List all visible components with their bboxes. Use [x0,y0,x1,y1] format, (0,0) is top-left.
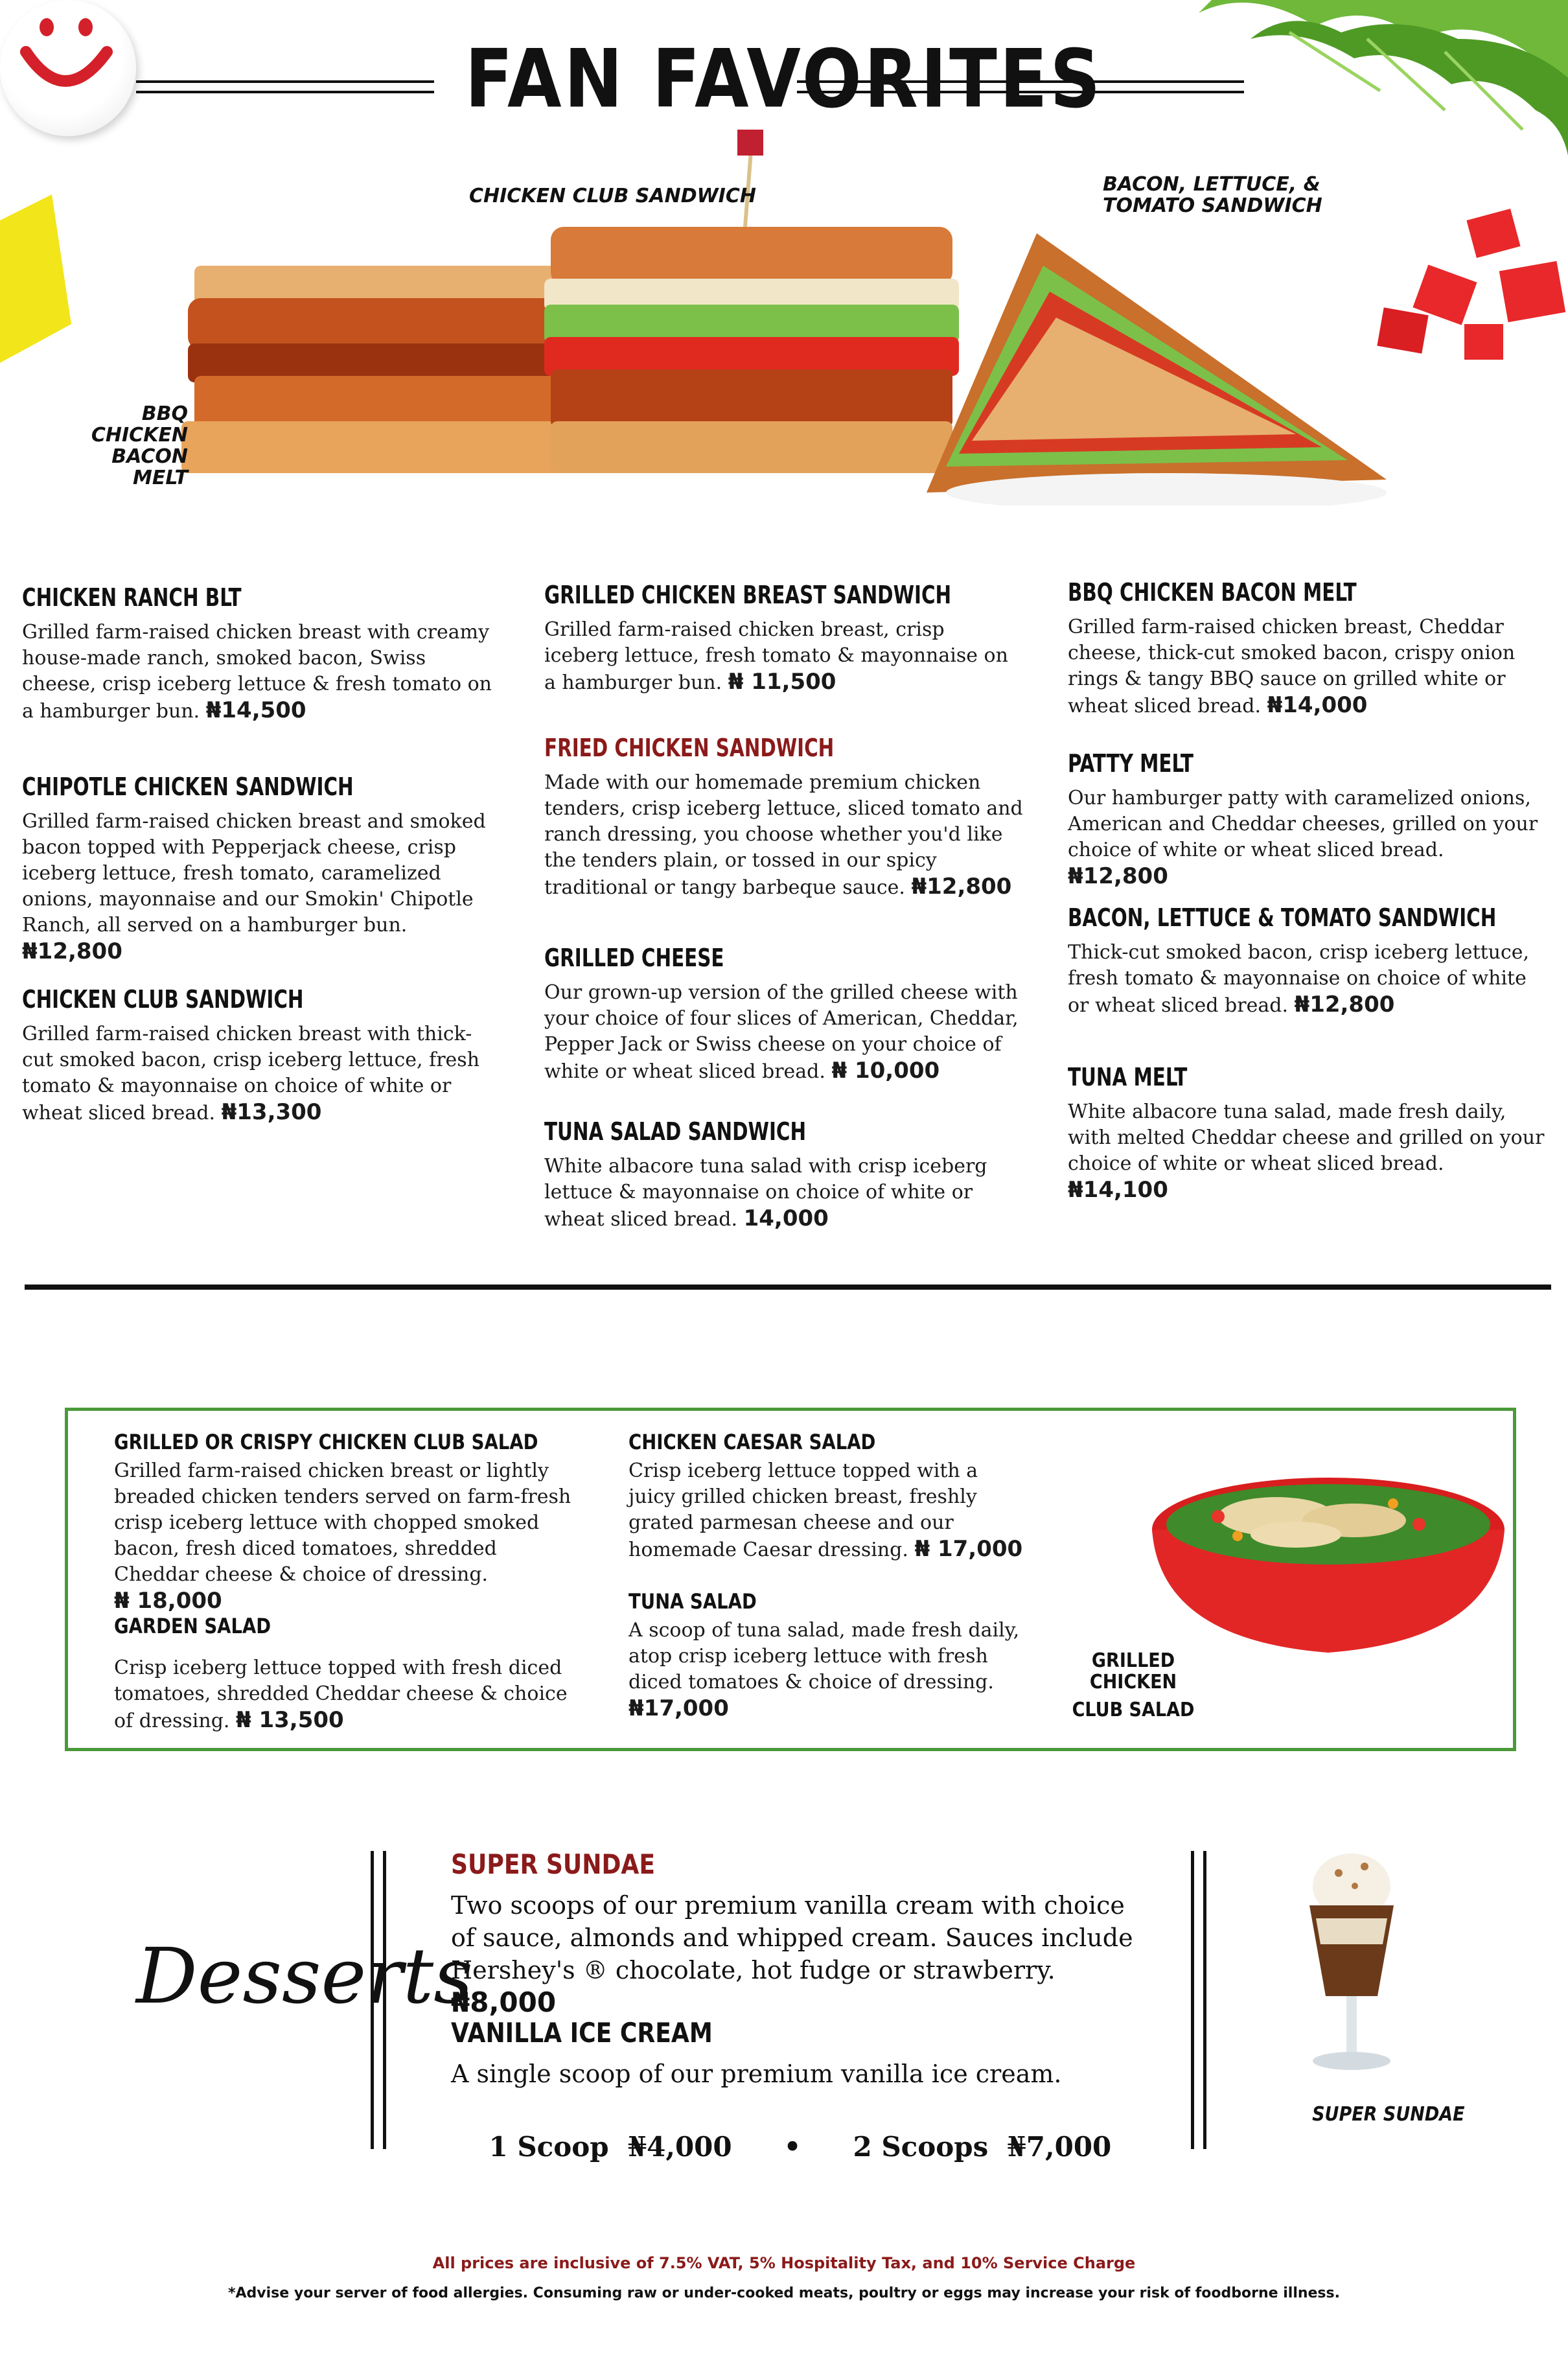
item-price: ₦14,100 [1068,1177,1168,1203]
desserts-heading: Desserts [136,1931,473,2021]
item-price: ₦ 10,000 [831,1058,940,1084]
photo-label-bbq-line1: BBQ CHICKEN [91,402,188,447]
salad-item [628,1430,1030,1563]
salad-description [628,1618,1030,1723]
dessert-item [451,1848,1144,2019]
item-description [22,1021,502,1126]
item-desc-text: White albacore tuna salad with crisp iceberg lettuce & mayonnaise on choice of white or wheat sliced bread. [544,1155,987,1231]
salad-desc-text: Crisp iceberg lettuce topped with fresh diced tomatoes, shredded Cheddar cheese & choice of dressing. [114,1657,568,1732]
photo-label-salad-line1: GRILLED CHICKEN [1089,1649,1177,1693]
item-description [22,620,502,725]
item-desc-text: White albacore tuna salad, made fresh daily, with melted Cheddar cheese and grilled on your choice of white or wheat sliced bread. [1068,1100,1545,1175]
item-price: 14,000 [743,1205,829,1231]
item-description [1068,785,1547,890]
menu-item [544,944,1024,1085]
salad-item [114,1614,581,1734]
item-name: BACON, LETTUCE & TOMATO SANDWICH [1068,903,1497,932]
item-name: GRILLED CHEESE [544,944,724,972]
option-two-scoops: 2 Scoops ₦7,000 [853,2131,1112,2163]
salad-desc-text: Crisp iceberg lettuce topped with a juicy grilled chicken breast, freshly grated parmesan cheese and our homemade Caesar dressing. [628,1459,978,1561]
salad-name: TUNA SALAD [628,1589,757,1614]
tax-note: All prices are inclusive of 7.5% VAT, 5% Hospitality Tax, and 10% Service Charge [432,2254,1136,2272]
item-name: FRIED CHICKEN SANDWICH [544,734,835,762]
item-description [544,617,1024,696]
salad-description [114,1458,581,1615]
section-divider [25,1285,1551,1290]
photo-label-blt [1103,174,1322,216]
salad-price: ₦17,000 [628,1695,729,1721]
item-name: TUNA MELT [1068,1063,1188,1091]
salad-item [628,1589,1030,1723]
item-price: ₦14,000 [1267,692,1368,718]
item-desc-text: Grilled farm-raised chicken breast, Cheddar cheese, thick-cut smoked bacon, crispy onion rings & tangy BBQ sauce on grilled white or wheat sliced bread. [1068,616,1516,717]
dessert-name: VANILLA ICE CREAM [451,2017,713,2049]
salad-name: GARDEN SALAD [114,1614,271,1638]
menu-item [1068,749,1547,890]
photo-label-salad [1061,1650,1206,1721]
photo-label-bbq [58,403,188,489]
menu-item [22,985,502,1126]
dessert-description: A single scoop of our premium vanilla ice cream. [451,2060,1062,2088]
menu-item [22,583,502,725]
dessert-bar-right [1191,1851,1206,2149]
item-desc-text: Grilled farm-raised chicken breast and smoked bacon topped with Pepperjack cheese, crisp iceberg lettuce, fresh tomato, caramelized onions, mayonnaise and our Smokin' Chipotle Ranch, all served on a hamburger bun. [22,810,486,936]
photo-label-bbq-line2: BACON MELT [111,445,188,489]
salad-price: ₦ 17,000 [914,1536,1023,1562]
cheese-decoration [0,194,71,363]
item-price: ₦12,800 [1068,863,1168,889]
photo-label-chicken-club: CHICKEN CLUB SANDWICH [469,185,756,207]
salad-price: ₦ 18,000 [114,1588,222,1614]
item-name: BBQ CHICKEN BACON MELT [1068,578,1357,607]
salad-item [114,1430,581,1615]
page-title: FAN FAVORITES [465,32,1103,126]
item-name: TUNA SALAD SANDWICH [544,1117,807,1146]
dessert-price: ₦8,000 [451,1986,557,2018]
item-price: ₦13,300 [221,1099,322,1125]
salad-description [114,1655,581,1734]
item-name: CHICKEN CLUB SANDWICH [22,985,304,1014]
salad-desc-text: Grilled farm-raised chicken breast or lightly breaded chicken tenders served on farm-fresh crisp iceberg lettuce with chopped smoked bacon, fresh diced tomatoes, shredded Cheddar cheese & choice of dressing. [114,1459,571,1586]
item-description [1068,1099,1547,1204]
item-description [1068,614,1547,719]
menu-item [22,773,502,966]
salad-name: GRILLED OR CRISPY CHICKEN CLUB SALAD [114,1430,538,1454]
photo-label-sundae: SUPER SUNDAE [1312,2103,1465,2126]
item-price: ₦ 11,500 [728,669,836,695]
dessert-desc-text: Two scoops of our premium vanilla cream with choice of sauce, almonds and whipped cream. Sauces include Hershey's ® chocolate, hot fudge or strawberry. [451,1891,1133,1984]
menu-item [1068,578,1547,719]
allergy-note: *Advise your server of food allergies. Consuming raw or under-cooked meats, poultry or eggs may increase your risk of foodborne illness. [228,2285,1340,2301]
bullet: • [783,2131,801,2163]
item-description [544,980,1024,1085]
item-desc-text: Thick-cut smoked bacon, crisp iceberg lettuce, fresh tomato & mayonnaise on choice of white or wheat sliced bread. [1068,941,1530,1017]
item-desc-text: Our hamburger patty with caramelized onions, American and Cheddar cheeses, grilled on your choice of white or wheat sliced bread. [1068,787,1538,861]
menu-item [1068,903,1547,1019]
photo-label-salad-line2: CLUB SALAD [1072,1699,1195,1721]
option-one-scoop: 1 Scoop ₦4,000 [489,2131,732,2163]
item-description [544,770,1024,901]
item-price: ₦12,800 [22,938,122,964]
item-description [22,809,502,966]
item-desc-text: Grilled farm-raised chicken breast with creamy house-made ranch, smoked bacon, Swiss cheese, crisp iceberg lettuce & fresh tomato on a hamburger bun. [22,621,492,723]
menu-item [544,581,1024,696]
salad-description [628,1458,1030,1563]
menu-item [544,1117,1024,1233]
salad-name: CHICKEN CAESAR SALAD [628,1430,876,1454]
item-name: PATTY MELT [1068,749,1193,778]
item-price: ₦12,800 [911,874,1012,900]
salad-bowl-image [1147,1465,1510,1659]
item-description [1068,940,1547,1019]
dessert-options [451,2099,1144,2194]
menu-item [1068,1063,1547,1204]
item-name: CHICKEN RANCH BLT [22,583,242,612]
item-desc-text: Made with our homemade premium chicken tenders, crisp iceberg lettuce, sliced tomato and ranch dressing, you choose whether you'd like the tenders plain, or tossed in our spicy traditional or tangy barbeque sauce. [544,771,1023,899]
item-desc-text: Grilled farm-raised chicken breast, crisp iceberg lettuce, fresh tomato & mayonnaise on a hamburger bun. [544,618,1008,694]
sundae-image [1293,1847,1410,2087]
dessert-name: SUPER SUNDAE [451,1848,656,1880]
salad-desc-text: A scoop of tuna salad, made fresh daily, atop crisp iceberg lettuce with fresh diced tomatoes & choice of dressing. [628,1619,1020,1693]
salad-price: ₦ 13,500 [236,1707,344,1733]
item-price: ₦14,500 [205,697,306,723]
photo-label-blt-line2: TOMATO SANDWICH [1103,194,1322,217]
item-name: GRILLED CHICKEN BREAST SANDWICH [544,581,952,609]
dessert-bar-left [371,1851,386,2149]
dessert-item [451,2017,1144,2194]
item-description [544,1154,1024,1233]
menu-item [544,734,1024,901]
item-price: ₦12,800 [1294,992,1395,1017]
dessert-description [451,1889,1144,2019]
photo-label-blt-line1: BACON, LETTUCE, & [1103,173,1320,196]
item-desc-text: Grilled farm-raised chicken breast with thick-cut smoked bacon, crisp iceberg lettuce, fresh tomato & mayonnaise on choice of white or wheat sliced bread. [22,1023,480,1124]
item-desc-text: Our grown-up version of the grilled cheese with your choice of four slices of American, Cheddar, Pepper Jack or Swiss cheese on your choice of white or wheat sliced bread. [544,981,1019,1083]
item-name: CHIPOTLE CHICKEN SANDWICH [22,773,354,801]
